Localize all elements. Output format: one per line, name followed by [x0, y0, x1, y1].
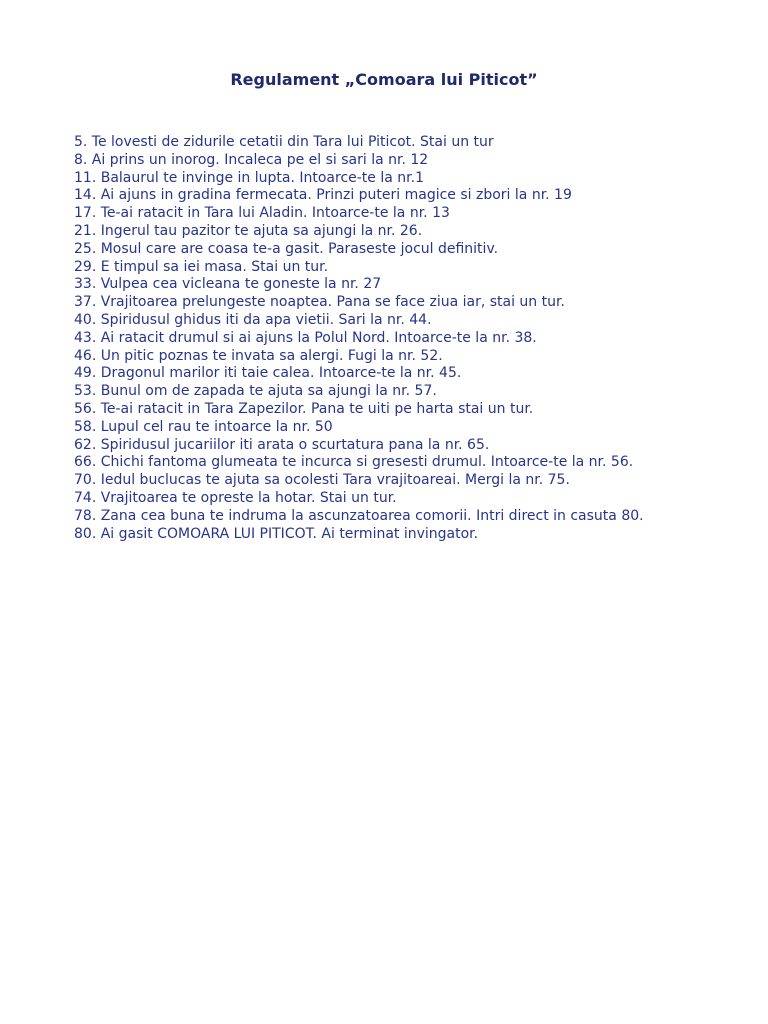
- rule-item: 14. Ai ajuns in gradina fermecata. Prinzi puteri magice si zbori la nr. 19: [74, 187, 572, 204]
- rule-item: 66. Chichi fantoma glumeata te incurca si gresesti drumul. Intoarce-te la nr. 56.: [74, 454, 634, 471]
- rule-item: 70. Iedul buclucas te ajuta sa ocolesti Tara vrajitoareai. Mergi la nr. 75.: [74, 472, 570, 489]
- rule-item: 53. Bunul om de zapada te ajuta sa ajungi la nr. 57.: [74, 383, 437, 400]
- rule-item: 62. Spiridusul jucariilor iti arata o scurtatura pana la nr. 65.: [74, 436, 490, 453]
- rule-item: 56. Te-ai ratacit in Tara Zapezilor. Pana te uiti pe harta stai un tur.: [74, 400, 534, 417]
- rule-item: 80. Ai gasit COMOARA LUI PITICOT. Ai terminat invingator.: [74, 525, 479, 542]
- document-title: Regulament „Comoara lui Piticot”: [230, 70, 538, 89]
- rule-item: 46. Un pitic poznas te invata sa alergi. Fugi la nr. 52.: [74, 347, 443, 364]
- rule-item: 37. Vrajitoarea prelungeste noaptea. Pana se face ziua iar, stai un tur.: [74, 294, 565, 311]
- rule-item: 43. Ai ratacit drumul si ai ajuns la Polul Nord. Intoarce-te la nr. 38.: [74, 329, 537, 346]
- rule-item: 49. Dragonul marilor iti taie calea. Intoarce-te la nr. 45.: [74, 365, 462, 382]
- rule-item: 74. Vrajitoarea te opreste la hotar. Stai un tur.: [74, 489, 397, 506]
- rule-item: 21. Ingerul tau pazitor te ajuta sa ajungi la nr. 26.: [74, 222, 423, 239]
- rule-item: 58. Lupul cel rau te intoarce la nr. 50: [74, 418, 333, 435]
- rule-item: 11. Balaurul te invinge in lupta. Intoarce-te la nr.1: [74, 169, 424, 186]
- rule-item: 5. Te lovesti de zidurile cetatii din Tara lui Piticot. Stai un tur: [74, 134, 494, 150]
- rule-item: 40. Spiridusul ghidus iti da apa vietii. Sari la nr. 44.: [74, 311, 432, 328]
- rule-item: 33. Vulpea cea vicleana te goneste la nr. 27: [74, 276, 382, 293]
- rules-list: [74, 134, 694, 543]
- rule-item: 17. Te-ai ratacit in Tara lui Aladin. Intoarce-te la nr. 13: [74, 205, 450, 222]
- rule-item: 29. E timpul sa iei masa. Stai un tur.: [74, 258, 329, 275]
- rule-item: 8. Ai prins un inorog. Incaleca pe el si sari la nr. 12: [74, 151, 429, 168]
- rule-item: 25. Mosul care are coasa te-a gasit. Paraseste jocul definitiv.: [74, 240, 499, 257]
- rule-item: 78. Zana cea buna te indruma la ascunzatoarea comorii. Intri direct in casuta 80.: [74, 507, 644, 524]
